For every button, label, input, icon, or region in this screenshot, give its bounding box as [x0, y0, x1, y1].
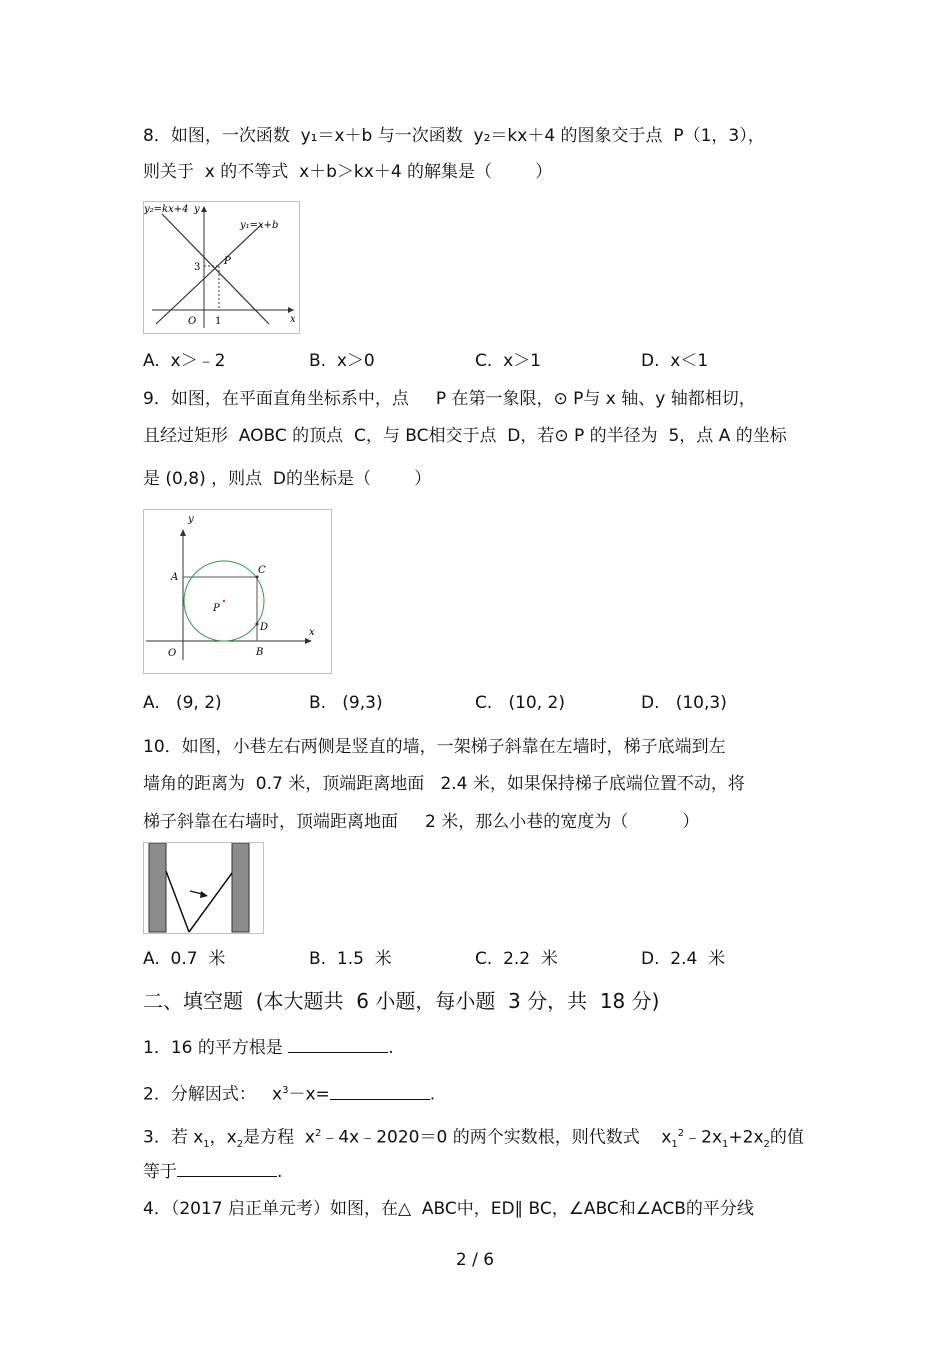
q10-line-2: 墙角的距离为 0.7 米，顶端距离地面 2.4 米，如果保持梯子底端位置不动，将 [143, 774, 745, 794]
label-x: x [309, 627, 315, 638]
fill-2-mid: －x= [288, 1084, 330, 1105]
fill-2-exponent: 3 [282, 1085, 289, 1096]
label-b: B [256, 647, 264, 658]
label-d: D [260, 622, 269, 633]
page-number: 2 / 6 [455, 1250, 495, 1270]
label-a: A [171, 572, 179, 583]
q9-line-1: 9．如图，在平面直角坐标系中，点 P 在第一象限，⊙ P与 x 轴、y 轴都相切， [143, 389, 756, 409]
fill-3-tail: . [277, 1162, 283, 1182]
fill-1-blank [288, 1036, 388, 1053]
line-y1 [156, 224, 262, 324]
left-wall [149, 843, 166, 932]
fill-3-subscript: 2 [763, 1139, 770, 1151]
fill-3-text: 等于 [143, 1162, 177, 1182]
fill-3-part: 的值 [769, 1127, 804, 1148]
q8-line-1: 8．如图，一次函数 y₁＝x＋b 与一次函数 y₂＝kx＋4 的图象交于点 P（1，3）， [143, 126, 765, 146]
fill-3-part: 3．若 x [143, 1127, 204, 1148]
label-y: y [188, 514, 194, 525]
q10-option-b: B. 1.5 米 [309, 949, 392, 969]
q8-option-c: C. x＞1 [475, 351, 541, 371]
label-y2: y₂=kx+4 [144, 204, 189, 215]
q9-line-3: 是 (0,8) ，则点 D的坐标是（ ） [143, 469, 432, 489]
ladder-left [166, 871, 189, 932]
q8-option-b: B. x＞0 [309, 351, 375, 371]
q8-option-d: D. x＜1 [641, 351, 709, 371]
fill-3-part: ，x [209, 1127, 237, 1148]
fill-1 [143, 1036, 394, 1059]
y-axis-arrow-icon [180, 529, 186, 536]
point-d [256, 623, 259, 626]
rectangle-aobc [183, 577, 257, 641]
section-2-heading: 二、填空题 (本大题共 6 小题，每小题 3 分，共 18 分) [143, 989, 660, 1013]
arrow-head-icon [200, 891, 208, 898]
q9-figure [143, 509, 332, 674]
q9-option-c: C. (10, 2) [475, 693, 566, 713]
label-y1: y₁=x+b [240, 220, 279, 231]
fill-3-part: ﹣4x﹣2020＝0 的两个实数根，则代数式 x [321, 1127, 672, 1148]
ladder-right [189, 873, 232, 932]
q8-graph [144, 202, 299, 333]
fill-3-part: 是方程 x [243, 1127, 315, 1148]
fill-3-subscript: 2 [236, 1139, 244, 1151]
fill-3-part: +2x [728, 1127, 764, 1148]
fill-2-blank [330, 1083, 430, 1100]
q9-line-2: 且经过矩形 AOBC 的顶点 C，与 BC相交于点 D，若⊙ P 的半径为 5，点 A 的坐标 [143, 426, 787, 446]
fill-3-exponent: 2 [314, 1128, 322, 1139]
fill-3-part: ﹣2x [684, 1127, 723, 1148]
q10-option-c: C. 2.2 米 [475, 949, 558, 969]
label-p: P [224, 256, 231, 267]
q9-option-b: B. (9,3) [309, 693, 383, 713]
q9-option-d: D. (10,3) [641, 693, 727, 713]
label-1: 1 [215, 316, 222, 327]
q10-alley-diagram [144, 843, 263, 933]
fill-3-line-1 [143, 1123, 804, 1156]
label-o: O [168, 648, 177, 659]
label-c: C [258, 565, 266, 576]
label-x: x [290, 314, 296, 325]
fill-3-subscript: 1 [722, 1139, 729, 1151]
q10-option-a: A. 0.7 米 [143, 949, 226, 969]
label-p: P [213, 603, 220, 614]
fill-3-subscript: 1 [203, 1139, 210, 1151]
x-axis-arrow-icon [305, 638, 312, 644]
q8-option-a: A. x＞﹣2 [143, 351, 226, 371]
fill-2 [143, 1080, 435, 1106]
fill-1-tail: . [388, 1038, 394, 1058]
q8-figure [143, 201, 300, 334]
q10-figure [143, 842, 264, 934]
right-wall [232, 843, 249, 932]
q10-line-3: 梯子斜靠在右墙时，顶端距离地面 2 米，那么小巷的宽度为（ ） [143, 812, 700, 832]
label-y: y [194, 204, 200, 215]
fill-3-line-2 [143, 1160, 282, 1183]
label-3: 3 [194, 262, 201, 273]
fill-3-blank [177, 1160, 277, 1177]
q9-graph [144, 510, 331, 673]
center-p [223, 600, 225, 602]
q9-option-a: A. (9, 2) [143, 693, 222, 713]
fill-4-line-1: 4．（2017 启正单元考）如图，在△ ABC中，ED∥ BC，∠ABC和∠ACB的平分线 [143, 1199, 754, 1219]
label-o: O [188, 316, 197, 327]
y-axis-arrow-icon [201, 206, 207, 212]
q10-line-1: 10．如图，小巷左右两侧是竖直的墙，一架梯子斜靠在左墙时，梯子底端到左 [143, 737, 726, 757]
fill-3-subscript: 1 [671, 1139, 678, 1151]
fill-3-exponent: 2 [677, 1128, 685, 1139]
q8-line-2: 则关于 x 的不等式 x＋b＞kx＋4 的解集是（ ） [143, 162, 553, 182]
q10-option-d: D. 2.4 米 [641, 949, 726, 969]
fill-2-text: 2．分解因式： x [143, 1084, 283, 1105]
x-axis-arrow-icon [288, 307, 294, 313]
fill-2-tail: . [429, 1084, 436, 1105]
fill-1-text: 1．16 的平方根是 [143, 1038, 289, 1058]
